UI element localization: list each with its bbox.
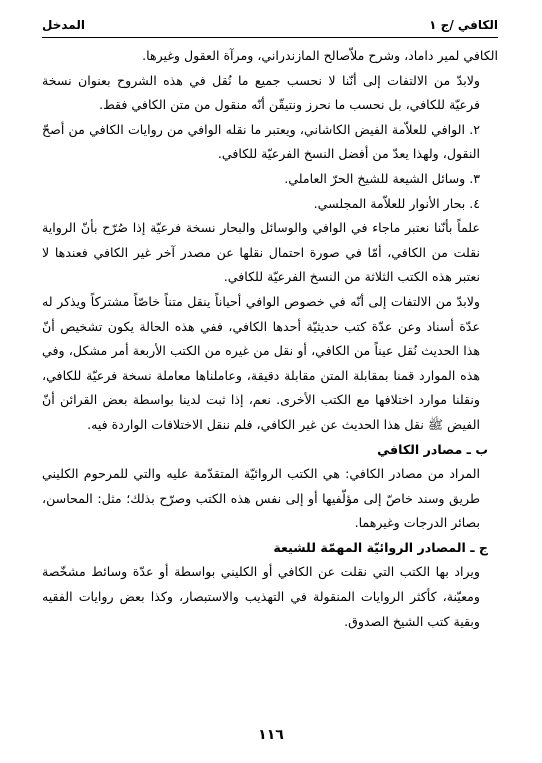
list-item: ٢. الوافي للعلاّمة الفيض الكاشاني، ويعتبر ما نقله الوافي من روايات الكافي من أصحّ النقول، ولهذا يعدّ من أفضل النسخ الفرعيّة للكافي.	[42, 121, 480, 162]
paragraph: ولابدّ من الالتفات إلى أنّه في خصوص الوافي أحياناً ينقل متناً خاصّاً مشتركاً ويذكر له عدّة أسناد وعن عدّة كتب حديثيّة أحدها الكافي، ففي هذه الحالة يكون تشخيص أنّ هذا الحديث نُقل عيناً من الكافي، أو نقل من غيره من الكتب الأربعة أمر مشكل، وفي هذه الموارد قمنا بمقابلة المتن مقابلة دقيقة، وعاملناها معاملة نسخة فرعيّة للكافي، ونقلنا موارد اختلافها مع الكتب الأخرى. نعم، إذا ثبت لدينا بواسطة بعض القرائن أنّ الفيض ﷺ نقل هذا الحديث عن غير الكافي، فلم ننقل الاختلافات الواردة فيه.	[42, 293, 480, 432]
running-header	[42, 14, 498, 36]
header-section-title: المدخل	[42, 18, 85, 32]
paragraph: ويراد بها الكتب التي نقلت عن الكافي أو الكليني بواسطة أو عدّة وسائط مشخّصة ومعيّنة، كأكثر الروايات المنقولة في التهذيب والاستبصار، وكذا بعض روايات الفقيه وبقية كتب الشيخ الصدوق.	[42, 564, 480, 629]
section-heading: ج ـ المصادر الروائيّة المهمّة للشيعة	[273, 539, 488, 555]
header-divider	[42, 37, 498, 38]
paragraph: علماً بأنّنا نعتبر ماجاء في الوافي والوسائل والبحار نسخة فرعيّة إذا صُرّح بأنّ الرواية نقلت من الكافي، أمّا في صورة احتمال نقلها عن مصدر آخر غير الكافي فعندها لا نعتبر هذه الكتب الثلاثة من النسخ الفرعيّة للكافي.	[42, 220, 480, 285]
page-body	[42, 44, 498, 634]
paragraph: المراد من مصادر الكافي: هي الكتب الروائيّة المتقدّمة عليه والتي للمرحوم الكليني طريق وسند خاصّ إلى مؤلّفيها أو إلى نفس هذه الكتب وصرّح بذلك؛ مثل: المحاسن، بصائر الدرجات وغيرهما.	[42, 466, 480, 531]
header-book-title: الكافي /ج ١	[429, 18, 498, 32]
section-heading: ب ـ مصادر الكافي	[377, 441, 488, 457]
page-number: ١١٦	[258, 727, 284, 743]
list-item: ٤. بحار الأنوار للعلاّمة المجلسي.	[313, 195, 480, 211]
list-item: ٣. وسائل الشيعة للشيخ الحرّ العاملي.	[284, 170, 480, 186]
paragraph: الكافي لمير داماد، وشرح ملاّصالح المازندراني، ومرآة العقول وغيرها.	[142, 48, 498, 63]
paragraph: ولابدّ من الالتفات إلى أنّنا لا نحسب جميع ما نُقل في هذه الشروح بعنوان نسخة فرعيّة للكافي، بل نحسب ما نحرز ونتيقّن أنّه منقول من متن الكافي فقط.	[42, 72, 480, 113]
